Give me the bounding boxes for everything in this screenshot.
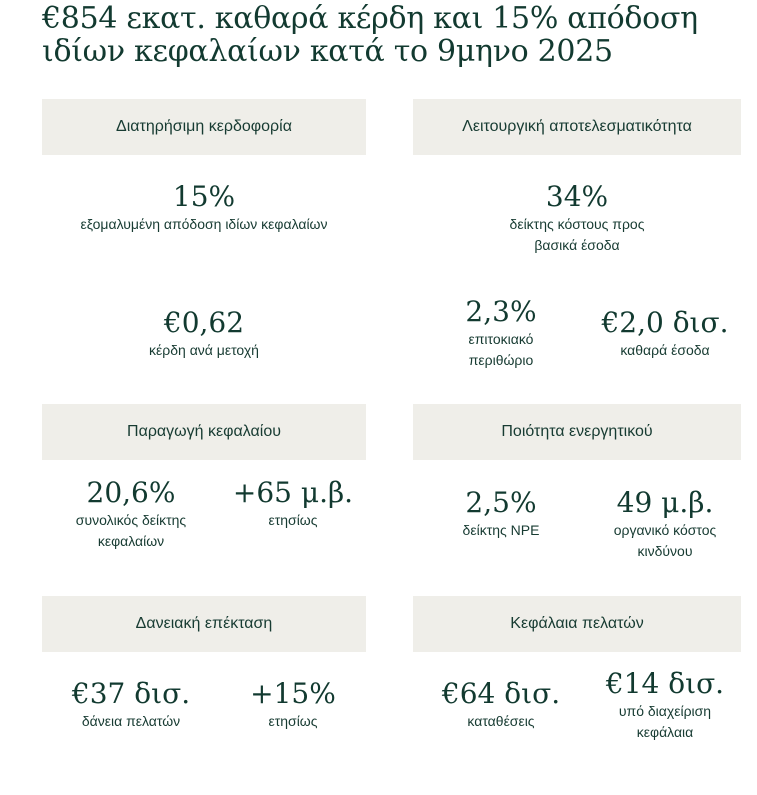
metric-value: €37 δισ.	[71, 677, 191, 710]
metric-aum	[600, 667, 730, 743]
metric-net-income	[601, 306, 728, 361]
metric-roe	[81, 180, 328, 235]
metric-value: 49 μ.β.	[616, 486, 714, 519]
metric-deposits	[442, 677, 560, 732]
metric-value: 2,3%	[465, 295, 537, 328]
metric-label: επιτοκιακό περιθώριο	[468, 331, 534, 368]
section-header-capital: Παραγωγή κεφαλαίου	[42, 404, 366, 460]
metric-value: €14 δισ.	[605, 667, 725, 700]
section-header-efficiency: Λειτουργική αποτελεσματικότητα	[413, 99, 741, 155]
metric-label: κέρδη ανά μετοχή	[149, 342, 259, 358]
metric-eps	[149, 306, 259, 361]
metric-value: €0,62	[163, 306, 245, 339]
section-header-client-funds: Κεφάλαια πελατών	[413, 596, 741, 652]
metric-value: €64 δισ.	[441, 677, 561, 710]
metric-label: δείκτης NPE	[462, 522, 540, 538]
page-title: €854 εκατ. καθαρά κέρδη και 15% απόδοση ιδίων κεφαλαίων κατά το 9μηνο 2025	[42, 1, 698, 69]
section-header-profitability: Διατηρήσιμη κερδοφορία	[42, 99, 366, 155]
metric-capital-bps	[233, 476, 353, 531]
metric-loan-growth	[250, 677, 336, 732]
metric-label: δάνεια πελατών	[81, 713, 181, 729]
metric-label: συνολικός δείκτης κεφαλαίων	[75, 512, 187, 549]
metric-value: +15%	[250, 677, 336, 710]
metric-value: 15%	[172, 180, 236, 213]
metric-label: υπό διαχείριση κεφάλαια	[618, 703, 712, 740]
metric-value: +65 μ.β.	[232, 476, 354, 509]
section-header-loans: Δανειακή επέκταση	[42, 596, 366, 652]
metric-label: καθαρά έσοδα	[620, 342, 710, 358]
metric-loans	[72, 677, 190, 732]
metric-label: ετησίως	[268, 512, 318, 528]
metric-label: δείκτης κόστους προς βασικά έσοδα	[509, 216, 645, 253]
metric-label: καταθέσεις	[467, 713, 535, 729]
metric-label: εξομαλυμένη απόδοση ιδίων κεφαλαίων	[80, 216, 328, 232]
metric-npe	[463, 486, 540, 541]
metric-cost-of-risk	[600, 486, 730, 562]
metric-label: ετησίως	[268, 713, 318, 729]
metric-nim	[456, 295, 546, 371]
metric-cost-ratio	[487, 180, 667, 256]
metric-value: €2,0 δισ.	[601, 306, 729, 339]
metric-value: 34%	[545, 180, 609, 213]
metric-value: 2,5%	[465, 486, 537, 519]
metric-label: οργανικό κόστος κινδύνου	[613, 522, 717, 559]
metric-total-capital	[56, 476, 206, 552]
section-header-asset-quality: Ποιότητα ενεργητικού	[413, 404, 741, 460]
metric-value: 20,6%	[86, 476, 176, 509]
